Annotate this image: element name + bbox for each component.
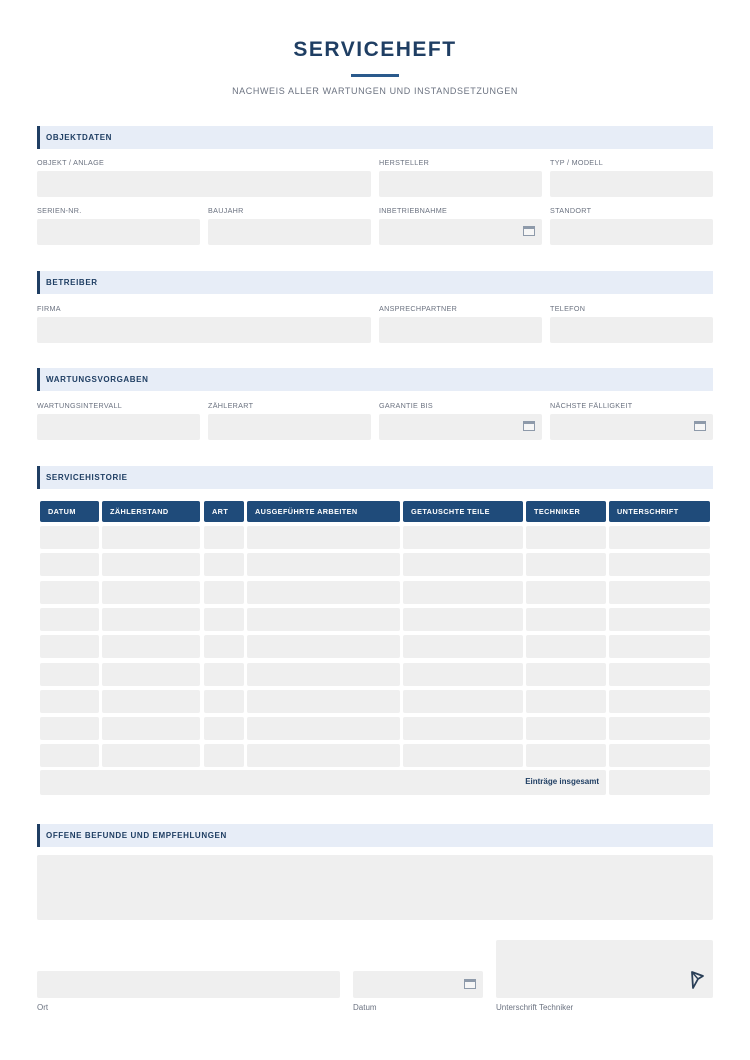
label-datum: Datum bbox=[353, 1003, 377, 1012]
cell-techniker[interactable] bbox=[526, 553, 606, 576]
cell-arbeiten[interactable] bbox=[247, 526, 400, 549]
cell-arbeiten[interactable] bbox=[247, 663, 400, 686]
cell-datum[interactable] bbox=[40, 744, 99, 767]
label-faelligkeit: NÄCHSTE FÄLLIGKEIT bbox=[550, 401, 633, 410]
total-label: Einträge insgesamt bbox=[525, 777, 599, 786]
section-title: OFFENE BEFUNDE UND EMPFEHLUNGEN bbox=[46, 831, 227, 840]
column-header-unterschrift: UNTERSCHRIFT bbox=[609, 501, 710, 522]
label-firma: FIRMA bbox=[37, 304, 61, 313]
cell-teile[interactable] bbox=[403, 744, 523, 767]
cell-art[interactable] bbox=[204, 526, 244, 549]
cell-zaehlerstand[interactable] bbox=[102, 663, 200, 686]
column-header-art: ART bbox=[204, 501, 244, 522]
label-telefon: TELEFON bbox=[550, 304, 586, 313]
cell-unterschrift[interactable] bbox=[609, 663, 710, 686]
cell-arbeiten[interactable] bbox=[247, 635, 400, 658]
section-accent-bar bbox=[37, 271, 40, 294]
label-ansprechpartner: ANSPRECHPARTNER bbox=[379, 304, 458, 313]
cell-zaehlerstand[interactable] bbox=[102, 526, 200, 549]
cell-datum[interactable] bbox=[40, 690, 99, 713]
standort-field[interactable] bbox=[550, 219, 713, 245]
document-title: SERVICEHEFT bbox=[293, 38, 457, 61]
cell-unterschrift[interactable] bbox=[609, 717, 710, 740]
label-zaehlerart: ZÄHLERART bbox=[208, 401, 254, 410]
cell-teile[interactable] bbox=[403, 663, 523, 686]
cell-art[interactable] bbox=[204, 635, 244, 658]
cell-art[interactable] bbox=[204, 744, 244, 767]
cell-zaehlerstand[interactable] bbox=[102, 553, 200, 576]
cell-techniker[interactable] bbox=[526, 526, 606, 549]
column-header-teile: GETAUSCHTE TEILE bbox=[403, 501, 523, 522]
section-title: BETREIBER bbox=[46, 278, 98, 287]
total-row bbox=[40, 770, 606, 795]
section-befunde bbox=[37, 824, 713, 847]
section-accent-bar bbox=[37, 466, 40, 489]
calendar-icon[interactable] bbox=[464, 979, 476, 989]
cell-unterschrift[interactable] bbox=[609, 526, 710, 549]
typ-field[interactable] bbox=[550, 171, 713, 197]
section-title: WARTUNGSVORGABEN bbox=[46, 375, 149, 384]
hersteller-field[interactable] bbox=[379, 171, 542, 197]
cell-teile[interactable] bbox=[403, 608, 523, 631]
section-title: SERVICEHISTORIE bbox=[46, 473, 128, 482]
cell-zaehlerstand[interactable] bbox=[102, 690, 200, 713]
inbetriebnahme-field[interactable] bbox=[379, 219, 542, 245]
cell-teile[interactable] bbox=[403, 717, 523, 740]
cell-arbeiten[interactable] bbox=[247, 608, 400, 631]
cell-unterschrift[interactable] bbox=[609, 744, 710, 767]
cell-art[interactable] bbox=[204, 690, 244, 713]
label-ort: Ort bbox=[37, 1003, 49, 1012]
column-header-zaehlerstand: ZÄHLERSTAND bbox=[102, 501, 200, 522]
cell-teile[interactable] bbox=[403, 635, 523, 658]
cell-techniker[interactable] bbox=[526, 663, 606, 686]
cell-zaehlerstand[interactable] bbox=[102, 608, 200, 631]
cell-zaehlerstand[interactable] bbox=[102, 717, 200, 740]
signature-field[interactable] bbox=[496, 940, 713, 998]
cell-unterschrift[interactable] bbox=[609, 690, 710, 713]
label-hersteller: HERSTELLER bbox=[379, 158, 430, 167]
cell-arbeiten[interactable] bbox=[247, 690, 400, 713]
section-accent-bar bbox=[37, 824, 40, 847]
section-objektdaten bbox=[37, 126, 713, 149]
cell-datum[interactable] bbox=[40, 526, 99, 549]
wartungsintervall-field[interactable] bbox=[37, 414, 200, 440]
label-garantie: GARANTIE BIS bbox=[379, 401, 433, 410]
cell-unterschrift[interactable] bbox=[609, 553, 710, 576]
cell-teile[interactable] bbox=[403, 526, 523, 549]
column-header-datum: DATUM bbox=[40, 501, 99, 522]
cell-art[interactable] bbox=[204, 717, 244, 740]
label-objekt: OBJEKT / ANLAGE bbox=[37, 158, 105, 167]
title-underline bbox=[351, 74, 399, 77]
cell-art[interactable] bbox=[204, 608, 244, 631]
ansprechpartner-field[interactable] bbox=[379, 317, 542, 343]
cell-techniker[interactable] bbox=[526, 635, 606, 658]
datum-field[interactable] bbox=[353, 971, 483, 998]
section-betreiber bbox=[37, 271, 713, 294]
section-accent-bar bbox=[37, 126, 40, 149]
section-servicehistorie bbox=[37, 466, 713, 489]
ort-field[interactable] bbox=[37, 971, 340, 998]
column-header-techniker: TECHNIKER bbox=[526, 501, 606, 522]
cell-zaehlerstand[interactable] bbox=[102, 635, 200, 658]
section-wartungsvorgaben bbox=[37, 368, 713, 391]
label-serien: SERIEN-NR. bbox=[37, 206, 82, 215]
cell-teile[interactable] bbox=[403, 690, 523, 713]
cell-arbeiten[interactable] bbox=[247, 717, 400, 740]
label-unterschrift-techniker: Unterschrift Techniker bbox=[496, 1003, 574, 1012]
cell-art[interactable] bbox=[204, 663, 244, 686]
cell-art[interactable] bbox=[204, 553, 244, 576]
label-baujahr: BAUJAHR bbox=[208, 206, 244, 215]
section-title: OBJEKTDATEN bbox=[46, 133, 113, 142]
firma-field[interactable] bbox=[37, 317, 371, 343]
cell-datum[interactable] bbox=[40, 717, 99, 740]
label-wartungsintervall: WARTUNGSINTERVALL bbox=[37, 401, 123, 410]
cell-techniker[interactable] bbox=[526, 608, 606, 631]
cell-art[interactable] bbox=[204, 581, 244, 604]
zaehlerart-field[interactable] bbox=[208, 414, 371, 440]
label-standort: STANDORT bbox=[550, 206, 592, 215]
cell-arbeiten[interactable] bbox=[247, 553, 400, 576]
telefon-field[interactable] bbox=[550, 317, 713, 343]
cell-datum[interactable] bbox=[40, 581, 99, 604]
cell-datum[interactable] bbox=[40, 663, 99, 686]
document-subtitle: NACHWEIS ALLER WARTUNGEN UND INSTANDSETZUNGEN bbox=[232, 86, 518, 96]
cell-techniker[interactable] bbox=[526, 581, 606, 604]
serien-field[interactable] bbox=[37, 219, 200, 245]
cell-arbeiten[interactable] bbox=[247, 744, 400, 767]
cell-unterschrift[interactable] bbox=[609, 608, 710, 631]
cell-zaehlerstand[interactable] bbox=[102, 581, 200, 604]
label-inbetriebnahme: INBETRIEBNAHME bbox=[379, 206, 448, 215]
calendar-icon[interactable] bbox=[523, 226, 535, 236]
baujahr-field[interactable] bbox=[208, 219, 371, 245]
cell-datum[interactable] bbox=[40, 608, 99, 631]
label-typ: TYP / MODELL bbox=[550, 158, 603, 167]
cell-unterschrift[interactable] bbox=[609, 581, 710, 604]
total-count-field[interactable] bbox=[609, 770, 710, 795]
column-header-arbeiten: AUSGEFÜHRTE ARBEITEN bbox=[247, 501, 400, 522]
calendar-icon[interactable] bbox=[523, 421, 535, 431]
cell-techniker[interactable] bbox=[526, 744, 606, 767]
garantie-field[interactable] bbox=[379, 414, 542, 440]
cell-teile[interactable] bbox=[403, 553, 523, 576]
calendar-icon[interactable] bbox=[694, 421, 706, 431]
objekt-field[interactable] bbox=[37, 171, 371, 197]
cell-techniker[interactable] bbox=[526, 690, 606, 713]
cell-teile[interactable] bbox=[403, 581, 523, 604]
cell-unterschrift[interactable] bbox=[609, 635, 710, 658]
cell-datum[interactable] bbox=[40, 635, 99, 658]
befunde-textarea[interactable] bbox=[37, 855, 713, 920]
cell-techniker[interactable] bbox=[526, 717, 606, 740]
pen-icon bbox=[689, 970, 705, 990]
cell-arbeiten[interactable] bbox=[247, 581, 400, 604]
section-accent-bar bbox=[37, 368, 40, 391]
faelligkeit-field[interactable] bbox=[550, 414, 713, 440]
cell-zaehlerstand[interactable] bbox=[102, 744, 200, 767]
cell-datum[interactable] bbox=[40, 553, 99, 576]
